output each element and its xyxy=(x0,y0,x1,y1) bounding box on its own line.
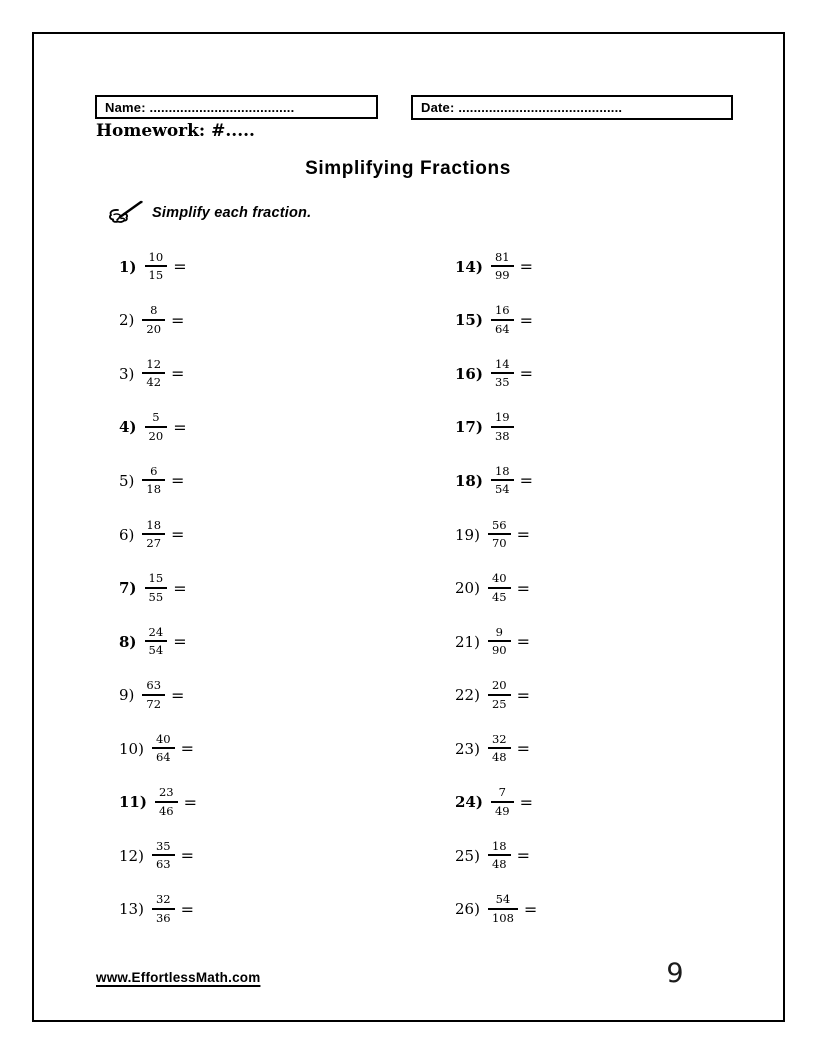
denominator: 15 xyxy=(148,268,164,283)
equals-sign: = xyxy=(516,846,530,866)
problem-number: 17) xyxy=(455,418,483,437)
numerator: 16 xyxy=(491,305,514,321)
numerator: 20 xyxy=(488,680,511,696)
numerator: 10 xyxy=(145,252,168,268)
equals-sign: = xyxy=(516,525,530,544)
problem-item xyxy=(119,347,319,401)
equals-sign: = xyxy=(516,685,530,705)
fraction xyxy=(142,356,165,390)
equals-sign: = xyxy=(516,739,530,759)
denominator: 36 xyxy=(155,910,171,925)
problem-number: 9) xyxy=(119,686,135,705)
problems-column-left xyxy=(119,240,319,936)
fraction xyxy=(488,517,511,550)
problem-item xyxy=(119,561,319,615)
numerator: 8 xyxy=(142,305,165,321)
equals-sign: = xyxy=(171,525,185,544)
fraction xyxy=(142,463,165,497)
problem-item xyxy=(119,401,319,455)
problem-number: 2) xyxy=(119,311,135,330)
writing-hand-icon xyxy=(108,200,146,226)
problem-number: 3) xyxy=(119,364,135,383)
numerator: 32 xyxy=(152,894,175,910)
problem-item xyxy=(119,454,319,508)
problem-item xyxy=(455,240,655,294)
denominator: 35 xyxy=(494,375,510,390)
equals-sign: = xyxy=(516,632,530,652)
equals-sign: = xyxy=(519,257,534,277)
numerator: 18 xyxy=(491,466,514,482)
problem-number: 8) xyxy=(119,632,137,651)
denominator: 20 xyxy=(146,321,162,336)
fraction xyxy=(145,249,168,283)
numerator: 32 xyxy=(488,734,511,750)
problem-number: 6) xyxy=(119,525,135,544)
numerator: 40 xyxy=(488,573,511,589)
numerator: 24 xyxy=(145,627,168,643)
denominator: 55 xyxy=(148,589,164,604)
fraction xyxy=(488,624,511,658)
problem-item xyxy=(455,454,655,508)
problem-item xyxy=(455,829,655,883)
denominator: 54 xyxy=(494,482,510,497)
fraction xyxy=(491,305,514,335)
denominator: 20 xyxy=(148,428,164,443)
numerator: 12 xyxy=(142,359,165,375)
problem-number: 1) xyxy=(119,257,137,276)
equals-sign: = xyxy=(523,899,538,919)
problem-number: 10) xyxy=(119,739,144,758)
problem-item xyxy=(455,561,655,615)
fraction xyxy=(152,731,175,765)
problem-number: 25) xyxy=(455,846,480,865)
equals-sign: = xyxy=(171,310,185,330)
numerator: 40 xyxy=(152,734,175,750)
numerator: 18 xyxy=(488,841,511,857)
problem-item xyxy=(455,615,655,669)
equals-sign: = xyxy=(516,578,530,598)
problem-item xyxy=(455,668,655,722)
problem-item xyxy=(455,347,655,401)
name-field: Name: ...................................... xyxy=(95,95,378,119)
fraction xyxy=(491,412,514,442)
problem-item xyxy=(455,294,655,348)
problem-number: 13) xyxy=(119,900,144,919)
fraction xyxy=(152,838,175,872)
numerator: 56 xyxy=(488,520,511,536)
equals-sign: = xyxy=(183,792,198,812)
problem-item xyxy=(455,401,655,455)
equals-sign: = xyxy=(519,364,534,384)
denominator: 27 xyxy=(146,536,162,550)
website-link: www.EffortlessMath.com xyxy=(96,970,261,985)
denominator: 90 xyxy=(491,643,507,658)
denominator: 108 xyxy=(491,910,514,925)
equals-sign: = xyxy=(171,685,185,705)
problem-item xyxy=(455,508,655,562)
problem-number: 20) xyxy=(455,579,480,598)
denominator: 46 xyxy=(158,803,174,818)
equals-sign: = xyxy=(519,792,534,812)
instruction xyxy=(108,200,311,226)
fraction xyxy=(142,305,165,335)
numerator: 23 xyxy=(155,787,178,803)
denominator: 63 xyxy=(155,857,171,872)
denominator: 42 xyxy=(146,375,162,390)
numerator: 19 xyxy=(491,412,514,428)
fraction xyxy=(491,463,514,497)
problem-item xyxy=(455,722,655,776)
problems-column-right xyxy=(455,240,655,936)
equals-sign: = xyxy=(171,471,185,491)
denominator: 64 xyxy=(155,750,171,765)
problem-item xyxy=(119,775,319,829)
problem-number: 16) xyxy=(455,364,483,383)
page-number: 9 xyxy=(666,958,684,989)
numerator: 7 xyxy=(491,787,514,803)
problem-number: 15) xyxy=(455,311,483,330)
equals-sign: = xyxy=(180,739,194,759)
problem-number: 22) xyxy=(455,686,480,705)
fraction xyxy=(491,787,514,817)
numerator: 5 xyxy=(145,412,168,428)
problem-item xyxy=(119,508,319,562)
fraction xyxy=(491,356,514,390)
problem-item xyxy=(119,829,319,883)
denominator: 70 xyxy=(491,536,507,550)
problem-number: 14) xyxy=(455,257,483,276)
problem-number: 11) xyxy=(119,793,147,812)
denominator: 64 xyxy=(494,321,510,336)
problem-number: 5) xyxy=(119,471,135,490)
denominator: 54 xyxy=(148,643,164,658)
problem-item xyxy=(455,883,655,937)
fraction xyxy=(145,412,168,442)
numerator: 35 xyxy=(152,841,175,857)
problem-number: 18) xyxy=(455,471,483,490)
denominator: 49 xyxy=(494,803,510,818)
problem-item xyxy=(119,240,319,294)
denominator: 72 xyxy=(146,696,162,711)
instruction-text: Simplify each fraction. xyxy=(152,205,312,221)
equals-sign: = xyxy=(519,471,534,491)
problem-number: 19) xyxy=(455,525,480,544)
homework-label: Homework: #..... xyxy=(96,121,255,141)
fraction xyxy=(488,838,511,872)
problem-number: 24) xyxy=(455,793,483,812)
problem-item xyxy=(119,722,319,776)
fraction xyxy=(488,573,511,603)
fraction xyxy=(488,680,511,710)
problem-item xyxy=(119,883,319,937)
fraction xyxy=(488,731,511,765)
fraction xyxy=(155,787,178,817)
equals-sign: = xyxy=(173,578,187,598)
denominator: 18 xyxy=(146,482,162,497)
equals-sign: = xyxy=(173,417,187,437)
denominator: 48 xyxy=(491,857,507,872)
equals-sign: = xyxy=(180,846,194,866)
denominator: 48 xyxy=(491,750,507,765)
problem-number: 23) xyxy=(455,739,480,758)
fraction xyxy=(145,573,168,603)
numerator: 6 xyxy=(142,466,165,482)
numerator: 15 xyxy=(145,573,168,589)
page-title: Simplifying Fractions xyxy=(305,158,511,179)
fraction xyxy=(152,894,175,924)
denominator: 25 xyxy=(491,696,507,711)
denominator: 38 xyxy=(494,428,510,443)
problem-item xyxy=(119,668,319,722)
fraction xyxy=(142,517,165,550)
equals-sign: = xyxy=(519,310,534,330)
fraction xyxy=(491,249,514,283)
numerator: 14 xyxy=(491,359,514,375)
equals-sign: = xyxy=(173,257,187,277)
fraction xyxy=(488,894,518,924)
problem-number: 4) xyxy=(119,418,137,437)
denominator: 99 xyxy=(494,268,510,283)
problem-item xyxy=(119,294,319,348)
numerator: 18 xyxy=(142,520,165,536)
equals-sign: = xyxy=(171,364,185,384)
problem-number: 7) xyxy=(119,579,137,598)
problem-item xyxy=(455,775,655,829)
numerator: 9 xyxy=(488,627,511,643)
equals-sign: = xyxy=(180,899,194,919)
equals-sign: = xyxy=(173,632,187,652)
fraction xyxy=(142,680,165,710)
numerator: 54 xyxy=(488,894,518,910)
problem-number: 26) xyxy=(455,900,480,919)
problem-number: 12) xyxy=(119,846,144,865)
problem-item xyxy=(119,615,319,669)
denominator: 45 xyxy=(491,589,507,604)
problem-number: 21) xyxy=(455,632,480,651)
date-field: Date: ........................................... xyxy=(411,95,733,120)
numerator: 81 xyxy=(491,252,514,268)
numerator: 63 xyxy=(142,680,165,696)
fraction xyxy=(145,624,168,658)
